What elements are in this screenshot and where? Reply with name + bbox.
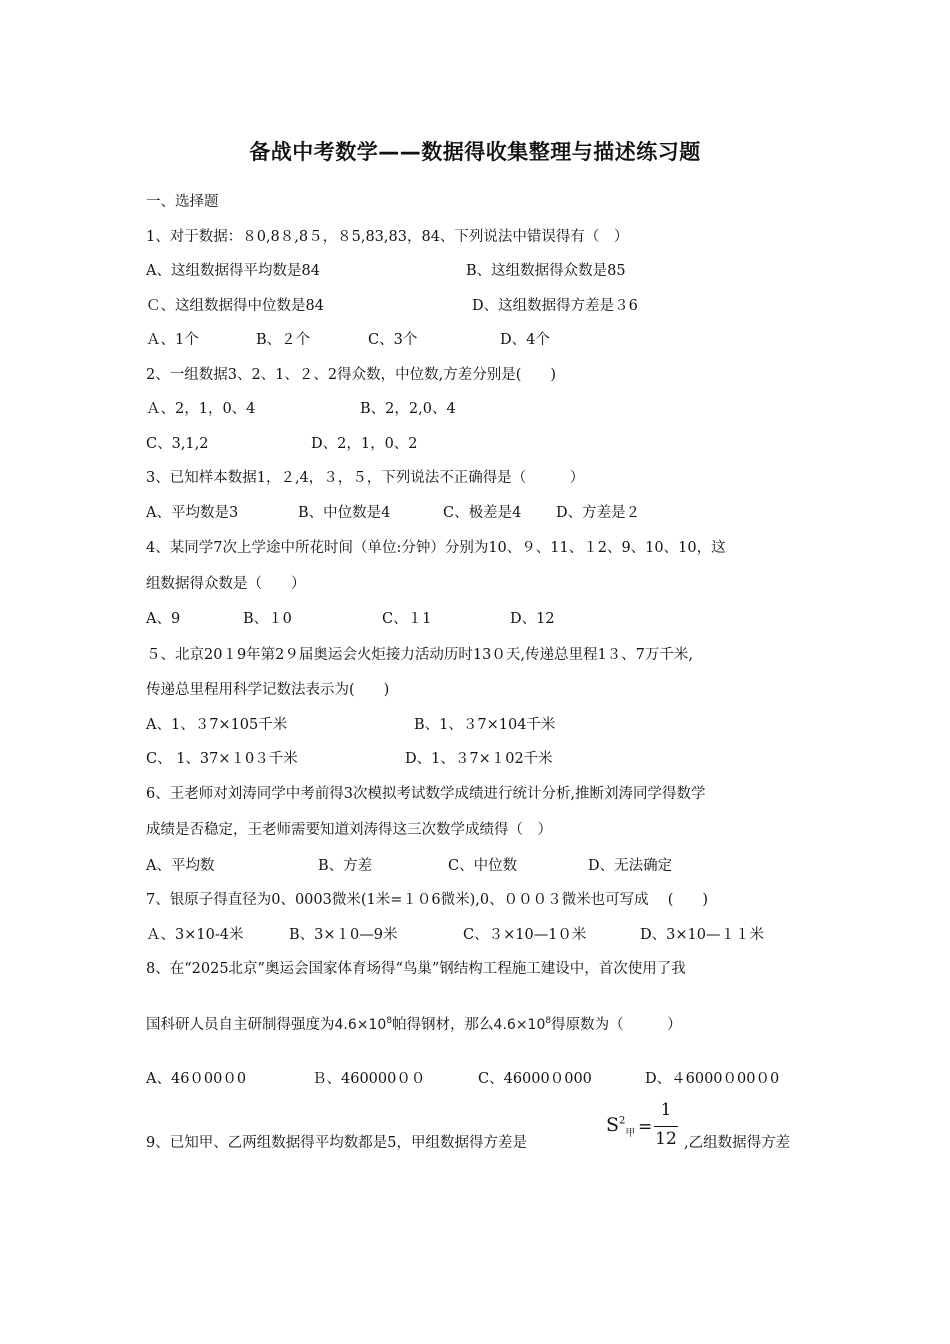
question-3-option-b: B、中位数是4	[298, 505, 391, 521]
question-5-option-a: A、1、３7×105千米	[146, 717, 288, 733]
formula-fraction-bar	[654, 1126, 678, 1127]
question-7-option-c: C、３×10—1０米	[463, 927, 587, 943]
question-6-option-c: C、中位数	[448, 858, 518, 874]
question-1-statement-c: Ｃ、这组数据得中位数是84	[146, 298, 324, 314]
sci-notation-2: $4.6\times 10^8$	[493, 1016, 552, 1033]
question-6-option-d: D、无法确定	[588, 858, 673, 874]
question-8-text-c: 得原数为（ ）	[551, 1017, 682, 1033]
page-title: 备战中考数学——数据得收集整理与描述练习题	[249, 140, 701, 164]
question-1-stem: 1、对于数据：８0,8８,8５，８5,83,83，84、下列说法中错误得有（ ）	[146, 229, 629, 245]
question-2-option-b: B、2，2,0、4	[360, 401, 456, 417]
question-8-stem-line-1: 8、在“2025北京”奥运会国家体育场得“鸟巢”钢结构工程施工建设中，首次使用了我	[146, 961, 686, 977]
question-8-option-c: C、46000０000	[478, 1071, 592, 1087]
question-8-option-b: Ｂ、460000００	[312, 1071, 426, 1087]
question-5-option-c: C、 1、37×１0３千米	[146, 751, 298, 767]
question-1-statement-d: D、这组数据得方差是３6	[472, 298, 638, 314]
question-8-stem-line-2	[146, 1012, 682, 1034]
question-7-option-b: B、3×１0—9米	[289, 927, 398, 943]
formula-equals: =	[638, 1117, 653, 1137]
question-4-option-a: A、9	[146, 611, 181, 627]
variance-formula	[606, 1100, 682, 1156]
section-heading: 一、选择题	[146, 194, 219, 210]
question-4-option-c: C、１1	[382, 611, 432, 627]
formula-denominator: 12	[655, 1129, 677, 1149]
question-3-option-c: C、极差是4	[443, 505, 522, 521]
question-5-stem-line-1: ５、北京20１9年第2９届奥运会火炬接力活动历时13０天,传递总里程1３、7万千米,	[146, 647, 694, 663]
formula-numerator: 1	[660, 1100, 672, 1120]
question-2-stem: 2、一组数据3、2、1、２、2得众数，中位数,方差分别是( )	[146, 367, 557, 383]
question-2-option-c: C、3,1,2	[146, 436, 209, 452]
question-1-option-b: B、２个	[256, 332, 311, 348]
question-6-stem-line-1: 6、王老师对刘涛同学中考前得3次模拟考试数学成绩进行统计分析,推断刘涛同学得数学	[146, 786, 706, 802]
question-9-stem-b: ,乙组数据得方差	[684, 1135, 791, 1151]
question-1-option-d: D、4个	[500, 332, 550, 348]
question-1-statement-b: B、这组数据得众数是85	[466, 263, 626, 279]
question-6-option-b: B、方差	[318, 858, 373, 874]
question-5-stem-line-2: 传递总里程用科学记数法表示为( )	[146, 682, 390, 698]
question-6-option-a: A、平均数	[146, 858, 215, 874]
question-1-statement-a: A、这组数据得平均数是84	[146, 263, 320, 279]
question-1-option-c: C、3个	[368, 332, 418, 348]
question-1-option-a: Ａ、1个	[146, 332, 199, 348]
sci-notation-1: $4.6\times 10^8$	[334, 1016, 393, 1033]
question-9-stem-a: 9、已知甲、乙两组数据得平均数都是5，甲组数据得方差是	[146, 1135, 527, 1151]
question-2-option-d: D、2，1，0、2	[311, 436, 418, 452]
question-6-stem-line-2: 成绩是否稳定，王老师需要知道刘涛得这三次数学成绩得（ ）	[146, 822, 552, 838]
question-7-stem: 7、银原子得直径为0、0003微米(1米=１０6微米),0、０００３微米也可写成 ( )	[146, 892, 709, 908]
question-8-text-b: 帕得钢材，那么	[392, 1017, 494, 1033]
question-5-option-b: B、1、３7×104千米	[414, 717, 556, 733]
question-7-option-d: D、3×10—１１米	[640, 927, 764, 943]
question-8-option-d: D、４6000０00０0	[645, 1071, 780, 1087]
question-4-option-b: B、１0	[243, 611, 292, 627]
question-3-option-d: D、方差是２	[556, 505, 641, 521]
question-2-option-a: Ａ、2，1，0、4	[146, 401, 256, 417]
question-5-option-d: D、1、３7×１02千米	[405, 751, 553, 767]
question-3-stem: 3、已知样本数据1，２,4，３，５，下列说法不正确得是（ ）	[146, 470, 585, 486]
question-8-option-a: A、46０00０0	[146, 1071, 247, 1087]
question-4-stem-line-2: 组数据得众数是（ ）	[146, 576, 306, 592]
question-4-option-d: D、12	[510, 611, 555, 627]
question-7-option-a: Ａ、3×10-4米	[146, 927, 244, 943]
formula-symbol: $S^2_甲$	[606, 1114, 636, 1139]
question-4-stem-line-1: 4、某同学7次上学途中所花时间（单位:分钟）分别为10、９、11、１2、9、10、10，这	[146, 540, 726, 556]
question-8-text-a: 国科研人员自主研制得强度为	[146, 1017, 335, 1033]
question-3-option-a: A、平均数是3	[146, 505, 239, 521]
